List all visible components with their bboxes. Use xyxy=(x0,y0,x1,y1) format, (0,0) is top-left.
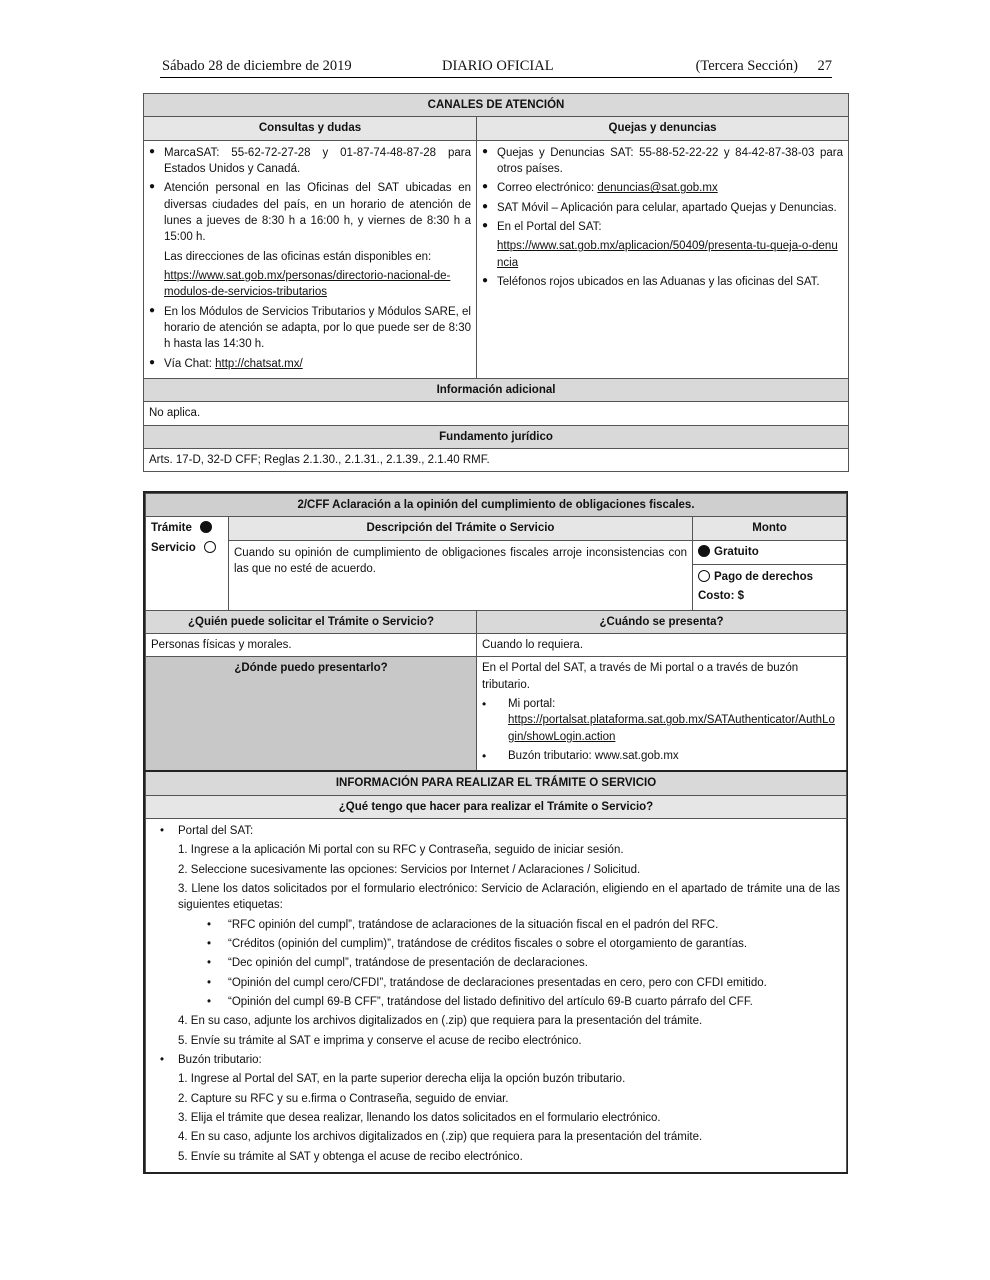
list-item xyxy=(149,356,471,372)
fundamento-text: Arts. 17-D, 32-D CFF; Reglas 2.1.30., 2.1.31., 2.1.39., 2.1.40 RMF. xyxy=(144,448,849,471)
header-title: DIARIO OFICIAL xyxy=(442,58,554,74)
header-page-number: 27 xyxy=(817,58,832,74)
servicio-label: Servicio xyxy=(151,541,196,554)
page-header xyxy=(160,56,832,78)
procedure-table xyxy=(143,491,848,1174)
gratuito-label: Gratuito xyxy=(714,545,759,558)
when-text: Cuando lo requiera. xyxy=(477,634,847,657)
fundamento-header: Fundamento jurídico xyxy=(144,425,849,448)
portal-label: ● En el Portal del SAT: xyxy=(497,220,602,233)
col-quejas-header: Quejas y denuncias xyxy=(477,117,849,140)
servicio-option xyxy=(151,539,223,559)
list-item: • Buzón tributario: www.sat.gob.mx xyxy=(478,748,841,764)
step-item: 4. En su caso, adjunte los archivos digitalizados en (.zip) que requiera para la presentación del trámite. xyxy=(178,1131,703,1144)
pago-radio-icon xyxy=(698,570,710,582)
list-item: ● Quejas y Denuncias SAT: 55-88-52-22-22 y 84-42-87-38-03 para otros países. xyxy=(482,145,843,178)
pago-label: Pago de derechos xyxy=(714,570,814,583)
queja-link[interactable]: https://www.sat.gob.mx/aplicacion/50409/presenta-tu-queja-o-denuncia xyxy=(497,240,838,269)
servicio-radio-icon xyxy=(204,541,216,553)
list-item: ● MarcaSAT: 55-62-72-27-28 y 01-87-74-48-87-28 para Estados Unidos y Canadá. xyxy=(149,145,471,178)
label-item: • “Créditos (opinión del cumplim)”, tratándose de créditos fiscales o sobre el otorgamiento de garantías. xyxy=(152,936,840,952)
list-item: ● En los Módulos de Servicios Tributarios y Módulos SARE, el horario de atención se adapta, por lo que puede ser de 8:30 h hasta las 14:30 h. xyxy=(149,304,471,353)
gratuito-option xyxy=(693,540,847,564)
quejas-list xyxy=(482,145,843,291)
steps-section xyxy=(146,819,847,1172)
info-header: INFORMACIÓN PARA REALIZAR EL TRÁMITE O SERVICIO xyxy=(146,771,847,795)
list-item xyxy=(478,696,841,745)
tramite-label: Trámite xyxy=(151,522,192,535)
step-item: 2. Seleccione sucesivamente las opciones: Servicios por Internet / Aclaraciones / Solicitud. xyxy=(178,863,641,876)
list-item xyxy=(482,219,843,271)
label-item: • “Opinión del cumpl cero/CFDI”, tratándose de declaraciones presentadas en cero, pero con CFDI emitido. xyxy=(152,975,840,991)
portal-sat-label: • Portal del SAT: xyxy=(152,823,840,839)
channels-title: CANALES DE ATENCIÓN xyxy=(144,94,849,117)
tramite-radio-icon xyxy=(200,521,212,533)
step-item: 3. Elija el trámite que desea realizar, llenando los datos solicitados en el formulario electrónico. xyxy=(178,1111,661,1124)
monto-header: Monto xyxy=(693,517,847,540)
what-header: ¿Qué tengo que hacer para realizar el Trámite o Servicio? xyxy=(146,795,847,818)
label-item: • “Dec opinión del cumpl”, tratándose de presentación de declaraciones. xyxy=(152,955,840,971)
when-header: ¿Cuándo se presenta? xyxy=(477,610,847,633)
procedure-title: 2/CFF Aclaración a la opinión del cumplimiento de obligaciones fiscales. xyxy=(146,494,847,517)
offices-text: Las direcciones de las oficinas están disponibles en: xyxy=(164,250,432,263)
where-text: En el Portal del SAT, a través de Mi portal o a través de buzón tributario. xyxy=(482,662,799,691)
list-item: ● SAT Móvil – Aplicación para celular, apartado Quejas y Denuncias. xyxy=(482,200,843,216)
email-label: Correo electrónico: xyxy=(497,182,598,195)
costo-label: Costo: $ xyxy=(698,590,744,603)
header-date: Sábado 28 de diciembre de 2019 xyxy=(162,58,352,74)
header-section: (Tercera Sección) xyxy=(695,58,798,74)
label-item: • “RFC opinión del cumpl”, tratándose de aclaraciones de la situación fiscal en el padrón del RFC. xyxy=(152,917,840,933)
mi-portal-label: • Mi portal: xyxy=(508,698,556,711)
consultas-list xyxy=(149,145,471,246)
description-text: Cuando su opinión de cumplimiento de obligaciones fiscales arroje inconsistencias con las que no esté de acuerdo. xyxy=(229,540,693,610)
pago-option xyxy=(693,564,847,610)
col-consultas-header: Consultas y dudas xyxy=(144,117,477,140)
step-item: 5. Envíe su trámite al SAT y obtenga el acuse de recibo electrónico. xyxy=(178,1150,523,1163)
step-item: 1. Ingrese al Portal del SAT, en la parte superior derecha elija la opción buzón tributario. xyxy=(178,1073,626,1086)
chat-label: Vía Chat: xyxy=(164,357,216,370)
info-adicional-header: Información adicional xyxy=(144,378,849,401)
list-item: ● Teléfonos rojos ubicados en las Aduanas y las oficinas del SAT. xyxy=(482,274,843,290)
list-item: ● Atención personal en las Oficinas del SAT ubicadas en diversas ciudades del país, en un horario de atención de lunes a jueves de 8:30 h a 16:00 h, y viernes de 8:30 h a 15:00 h. xyxy=(149,180,471,245)
who-header: ¿Quién puede solicitar el Trámite o Servicio? xyxy=(146,610,477,633)
offices-link[interactable]: https://www.sat.gob.mx/personas/directorio-nacional-de-modulos-de-servicios-tributarios xyxy=(164,269,451,299)
step-item: 1. Ingrese a la aplicación Mi portal con su RFC y Contraseña, seguido de iniciar sesión. xyxy=(178,844,624,857)
list-item xyxy=(482,180,843,196)
buzon-label: • Buzón tributario: xyxy=(152,1052,840,1068)
tramite-option xyxy=(151,519,223,539)
chat-link[interactable]: http://chatsat.mx/ xyxy=(215,357,303,370)
step-item: 3. Llene los datos solicitados por el formulario electrónico: Servicio de Aclaración, eligiendo en el apartado de trámite una de las siguientes etiquetas: xyxy=(178,883,840,912)
info-adicional-text: No aplica. xyxy=(144,402,849,425)
step-item: 2. Capture su RFC y su e.firma o Contraseña, seguido de enviar. xyxy=(178,1092,509,1105)
who-text: Personas físicas y morales. xyxy=(146,634,477,657)
channels-table xyxy=(143,93,848,472)
gratuito-radio-icon xyxy=(698,545,710,557)
mi-portal-link[interactable]: https://portalsat.plataforma.sat.gob.mx/SATAuthenticator/AuthLogin/showLogin.action xyxy=(508,714,835,743)
where-header: ¿Dónde puedo presentarlo? xyxy=(146,657,477,771)
desc-header: Descripción del Trámite o Servicio xyxy=(229,517,693,540)
step-item: 5. Envíe su trámite al SAT e imprima y conserve el acuse de recibo electrónico. xyxy=(178,1034,582,1047)
label-item: • “Opinión del cumpl 69-B CFF”, tratándose del listado definitivo del artículo 69-B cuarto párrafo del CFF. xyxy=(152,994,840,1010)
step-item: 4. En su caso, adjunte los archivos digitalizados en (.zip) que requiera para la presentación del trámite. xyxy=(178,1015,703,1028)
email-link[interactable]: denuncias@sat.gob.mx xyxy=(597,182,718,195)
